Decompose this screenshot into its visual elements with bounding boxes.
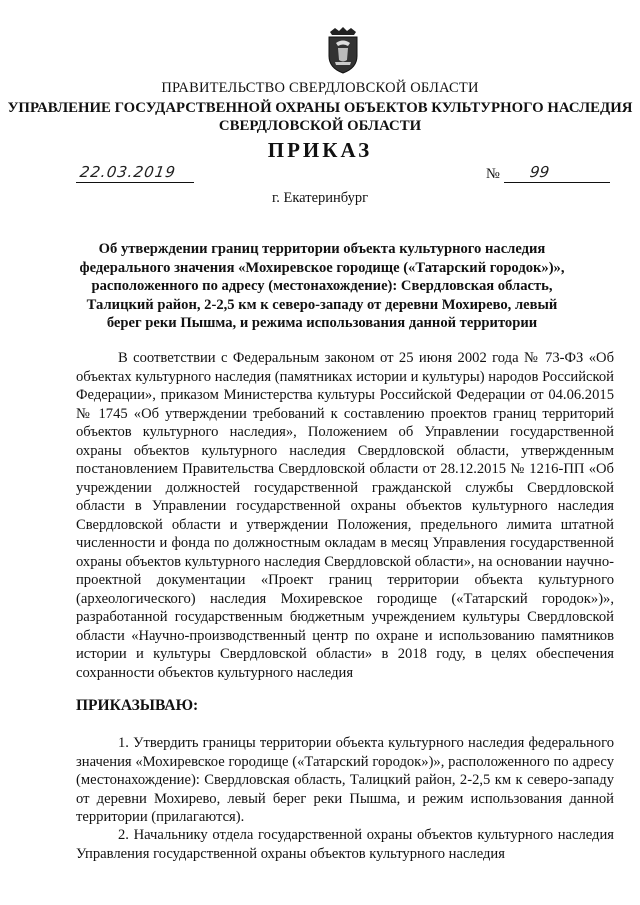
order-subject: Об утверждении границ территории объекта культурного наследия федерального значения «Мохиревское городище («Татарский городок»)», расположенного по адресу (местонахождение): Свердловская область, Талицкий район, 2-2,5 км к северо-западу от деревни Мохирево, левый берег реки Пышма, и режима использования данной территории	[79, 241, 565, 331]
government-name: ПРАВИТЕЛЬСТВО СВЕРДЛОВСКОЙ ОБЛАСТИ	[161, 80, 479, 96]
department-name-text: УПРАВЛЕНИЕ ГОСУДАРСТВЕННОЙ ОХРАНЫ ОБЪЕКТОВ КУЛЬТУРНОГО НАСЛЕДИЯ СВЕРДЛОВСКОЙ ОБЛАСТИ	[7, 100, 633, 134]
preamble-paragraph: В соответствии с Федеральным законом от 25 июня 2002 года № 73-ФЗ «Об объектах культурного наследия (памятниках истории и культуры) народов Российской Федерации», приказом Министерства культуры Российской Федерации от 04.06.2015 № 1745 «Об утверждении требований к составлению проектов границ территорий объектов культурного наследия», Положением об Управлении государственной охраны объектов культурного наследия Свердловской области, утвержденным постановлением Правительства Свердловской области от 28.12.2015 № 1216-ПП «Об учреждении должностей государственной гражданской службы Свердловской области в Управлении государственной охраны объектов культурного наследия Свердловской области и утверждении Положения, предельного лимита штатной численности и фонда по должностным окладам в месяц Управления государственной охраны объектов культурного наследия Свердловской области», на основании научно-проектной документации «Проект границ территории объекта культурного (археологического) наследия Мохиревское городище («Татарский городок»)», разработанной государственным бюджетным учреждением культуры Свердловской области «Научно-производственный центр по охране и использованию памятников истории и культуры Свердловской области» в 2018 году, в целях обеспечения сохранности объектов культурного наследия	[76, 350, 614, 681]
city: г. Екатеринбург	[271, 190, 369, 206]
date-field	[76, 162, 194, 183]
order-item-1: 1. Утвердить границы территории объекта культурного наследия федерального значения «Мохиревское городище («Татарский городок»)», расположенного по адресу (местонахождение): Свердловская область, Талицкий район, 2-2,5 км к северо-западу от деревни Мохирево, левый берег реки Пышма, и режим использования данной территории (прилагаются).	[76, 735, 614, 825]
coat-of-arms-icon	[326, 26, 360, 74]
number-label: №	[486, 166, 500, 182]
order-item-2: 2. Начальнику отдела государственной охраны объектов культурного наследия Управления государственной охраны объектов культурного наследия	[76, 827, 614, 862]
date-handwritten: 22.03.2019	[78, 163, 178, 181]
order-heading: ПРИКАЗЫВАЮ:	[76, 697, 199, 714]
document-title: ПРИКАЗ	[267, 138, 373, 162]
department-name	[0, 99, 640, 135]
number-handwritten: 99	[528, 163, 551, 181]
number-field	[504, 162, 610, 183]
